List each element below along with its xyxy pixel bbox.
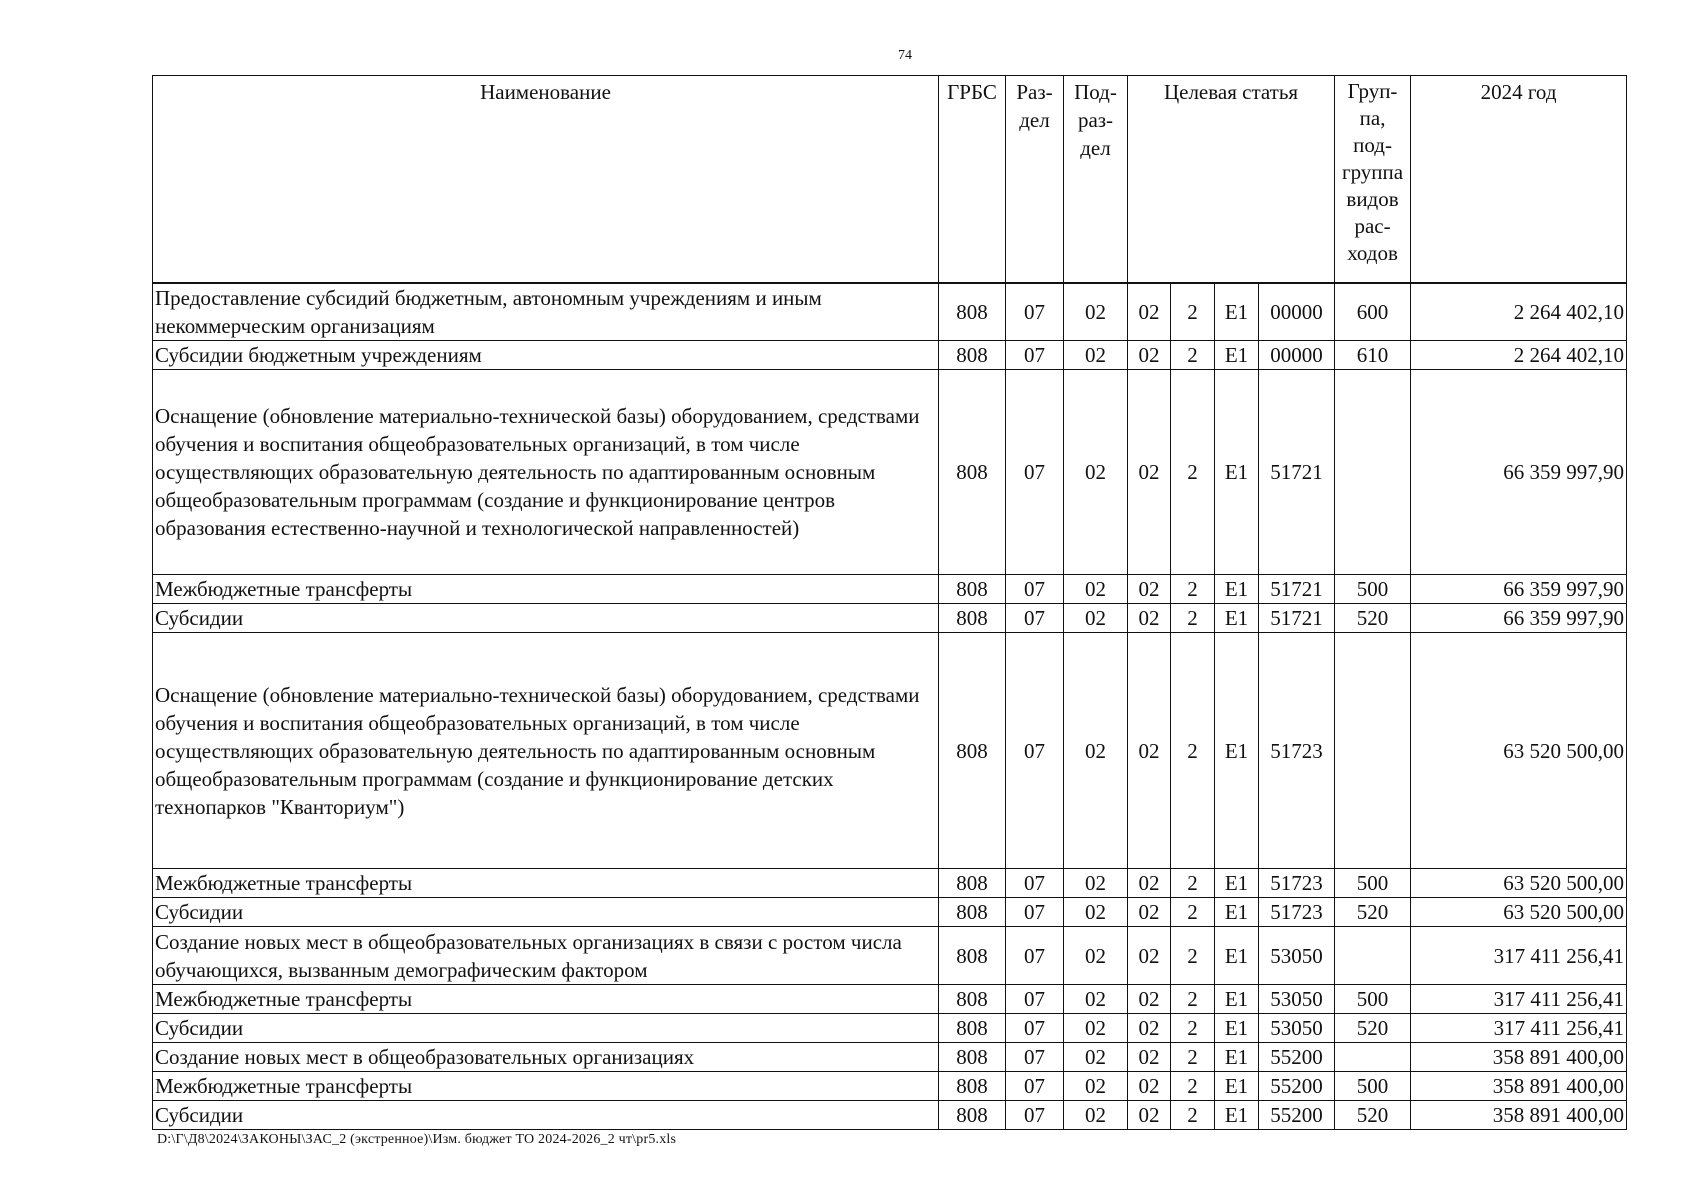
cell-section: 07 [1006, 283, 1064, 341]
table-row [153, 1101, 1627, 1130]
cell-project: E1 [1215, 1101, 1259, 1130]
cell-program: 02 [1128, 898, 1171, 927]
cell-project: E1 [1215, 604, 1259, 633]
table-row [153, 633, 1627, 869]
cell-grbs: 808 [939, 283, 1006, 341]
cell-grbs: 808 [939, 1014, 1006, 1043]
cell-grbs: 808 [939, 927, 1006, 985]
cell-subsection: 02 [1064, 1043, 1128, 1072]
cell-code: 55200 [1259, 1101, 1335, 1130]
budget-table [152, 75, 1627, 1130]
cell-project: E1 [1215, 1014, 1259, 1043]
cell-program: 02 [1128, 604, 1171, 633]
table-row [153, 985, 1627, 1014]
cell-expense-group [1335, 633, 1411, 869]
cell-amount: 63 520 500,00 [1411, 869, 1627, 898]
cell-project: E1 [1215, 341, 1259, 370]
cell-expense-group: 600 [1335, 283, 1411, 341]
cell-grbs: 808 [939, 1072, 1006, 1101]
cell-program: 02 [1128, 1043, 1171, 1072]
cell-subsection: 02 [1064, 1101, 1128, 1130]
cell-subprogram: 2 [1171, 1072, 1215, 1101]
cell-name: Создание новых мест в общеобразовательных организациях в связи с ростом числа обучающихся, вызванным демографическим фактором [153, 927, 939, 985]
cell-name: Межбюджетные трансферты [153, 869, 939, 898]
cell-subprogram: 2 [1171, 1014, 1215, 1043]
cell-project: E1 [1215, 1043, 1259, 1072]
cell-name: Межбюджетные трансферты [153, 985, 939, 1014]
cell-expense-group: 520 [1335, 1101, 1411, 1130]
cell-code: 53050 [1259, 985, 1335, 1014]
cell-program: 02 [1128, 1072, 1171, 1101]
cell-program: 02 [1128, 985, 1171, 1014]
cell-expense-group: 610 [1335, 341, 1411, 370]
cell-section: 07 [1006, 575, 1064, 604]
cell-code: 51721 [1259, 370, 1335, 575]
table-row [153, 927, 1627, 985]
cell-subprogram: 2 [1171, 927, 1215, 985]
cell-subprogram: 2 [1171, 898, 1215, 927]
cell-amount: 317 411 256,41 [1411, 1014, 1627, 1043]
cell-project: E1 [1215, 1072, 1259, 1101]
header-expense-group: Груп- па, под- группа видов рас- ходов [1335, 76, 1411, 283]
cell-section: 07 [1006, 604, 1064, 633]
cell-expense-group: 500 [1335, 1072, 1411, 1101]
cell-expense-group: 520 [1335, 898, 1411, 927]
cell-name: Создание новых мест в общеобразовательных организациях [153, 1043, 939, 1072]
cell-amount: 358 891 400,00 [1411, 1043, 1627, 1072]
cell-code: 53050 [1259, 1014, 1335, 1043]
cell-grbs: 808 [939, 1101, 1006, 1130]
cell-expense-group [1335, 1043, 1411, 1072]
cell-code: 51721 [1259, 575, 1335, 604]
cell-name: Субсидии [153, 898, 939, 927]
cell-grbs: 808 [939, 575, 1006, 604]
header-section: Раз- дел [1006, 76, 1064, 283]
cell-code: 51721 [1259, 604, 1335, 633]
cell-subsection: 02 [1064, 985, 1128, 1014]
cell-project: E1 [1215, 985, 1259, 1014]
cell-program: 02 [1128, 927, 1171, 985]
cell-grbs: 808 [939, 370, 1006, 575]
cell-expense-group [1335, 927, 1411, 985]
cell-program: 02 [1128, 370, 1171, 575]
cell-program: 02 [1128, 575, 1171, 604]
cell-amount: 317 411 256,41 [1411, 927, 1627, 985]
cell-section: 07 [1006, 370, 1064, 575]
header-name: Наименование [153, 76, 939, 283]
cell-grbs: 808 [939, 341, 1006, 370]
cell-project: E1 [1215, 898, 1259, 927]
cell-code: 55200 [1259, 1072, 1335, 1101]
cell-amount: 66 359 997,90 [1411, 604, 1627, 633]
cell-code: 00000 [1259, 341, 1335, 370]
cell-subprogram: 2 [1171, 370, 1215, 575]
cell-amount: 63 520 500,00 [1411, 898, 1627, 927]
footer-file-path: D:\Г\Д8\2024\ЗАКОНЫ\ЗАС_2 (экстренное)\Изм. бюджет ТО 2024-2026_2 чт\pr5.xls [157, 1132, 677, 1147]
cell-section: 07 [1006, 927, 1064, 985]
cell-subprogram: 2 [1171, 575, 1215, 604]
cell-subprogram: 2 [1171, 1043, 1215, 1072]
cell-subsection: 02 [1064, 575, 1128, 604]
cell-project: E1 [1215, 633, 1259, 869]
cell-code: 51723 [1259, 869, 1335, 898]
cell-expense-group: 500 [1335, 985, 1411, 1014]
table-row [153, 604, 1627, 633]
cell-subsection: 02 [1064, 898, 1128, 927]
cell-grbs: 808 [939, 604, 1006, 633]
cell-project: E1 [1215, 869, 1259, 898]
cell-subsection: 02 [1064, 604, 1128, 633]
cell-subprogram: 2 [1171, 283, 1215, 341]
cell-section: 07 [1006, 898, 1064, 927]
table-row [153, 1014, 1627, 1043]
cell-subsection: 02 [1064, 1014, 1128, 1043]
cell-program: 02 [1128, 283, 1171, 341]
cell-code: 51723 [1259, 633, 1335, 869]
table-row [153, 341, 1627, 370]
cell-expense-group: 520 [1335, 1014, 1411, 1043]
header-grbs: ГРБС [939, 76, 1006, 283]
cell-subprogram: 2 [1171, 1101, 1215, 1130]
cell-expense-group: 500 [1335, 869, 1411, 898]
cell-amount: 358 891 400,00 [1411, 1101, 1627, 1130]
cell-section: 07 [1006, 1072, 1064, 1101]
page-number: 74 [898, 48, 912, 63]
header-target-article: Целевая статья [1128, 76, 1335, 283]
cell-code: 00000 [1259, 283, 1335, 341]
cell-amount: 66 359 997,90 [1411, 575, 1627, 604]
cell-name: Межбюджетные трансферты [153, 1072, 939, 1101]
cell-program: 02 [1128, 869, 1171, 898]
cell-section: 07 [1006, 985, 1064, 1014]
cell-code: 51723 [1259, 898, 1335, 927]
cell-subsection: 02 [1064, 370, 1128, 575]
cell-section: 07 [1006, 1101, 1064, 1130]
cell-section: 07 [1006, 341, 1064, 370]
cell-program: 02 [1128, 341, 1171, 370]
cell-subsection: 02 [1064, 341, 1128, 370]
cell-grbs: 808 [939, 869, 1006, 898]
table-row [153, 1043, 1627, 1072]
cell-amount: 63 520 500,00 [1411, 633, 1627, 869]
cell-section: 07 [1006, 1014, 1064, 1043]
table-header-row [153, 76, 1627, 283]
cell-grbs: 808 [939, 985, 1006, 1014]
cell-amount: 66 359 997,90 [1411, 370, 1627, 575]
cell-subsection: 02 [1064, 1072, 1128, 1101]
cell-program: 02 [1128, 633, 1171, 869]
cell-subprogram: 2 [1171, 604, 1215, 633]
table-row [153, 370, 1627, 575]
cell-subsection: 02 [1064, 633, 1128, 869]
header-subsection: Под- раз- дел [1064, 76, 1128, 283]
cell-subsection: 02 [1064, 869, 1128, 898]
cell-subprogram: 2 [1171, 341, 1215, 370]
cell-subprogram: 2 [1171, 869, 1215, 898]
cell-name: Оснащение (обновление материально-технической базы) оборудованием, средствами обучения и воспитания общеобразовательных организаций, в том числе осуществляющих образовательную деятельность по адаптированным основным общеобразовательным программам (создание и функционирование центров образования естественно-научной и технологической направленностей) [153, 370, 939, 575]
cell-section: 07 [1006, 1043, 1064, 1072]
cell-amount: 2 264 402,10 [1411, 283, 1627, 341]
table-row [153, 1072, 1627, 1101]
table-body [153, 283, 1627, 1130]
cell-name: Оснащение (обновление материально-технической базы) оборудованием, средствами обучения и воспитания общеобразовательных организаций, в том числе осуществляющих образовательную деятельность по адаптированным основным общеобразовательным программам (создание и функционирование детских технопарков "Кванториум") [153, 633, 939, 869]
cell-amount: 358 891 400,00 [1411, 1072, 1627, 1101]
cell-project: E1 [1215, 927, 1259, 985]
cell-grbs: 808 [939, 1043, 1006, 1072]
cell-grbs: 808 [939, 633, 1006, 869]
cell-grbs: 808 [939, 898, 1006, 927]
cell-amount: 317 411 256,41 [1411, 985, 1627, 1014]
cell-section: 07 [1006, 869, 1064, 898]
cell-project: E1 [1215, 575, 1259, 604]
cell-expense-group: 520 [1335, 604, 1411, 633]
cell-name: Субсидии [153, 1014, 939, 1043]
cell-subsection: 02 [1064, 283, 1128, 341]
cell-name: Субсидии [153, 604, 939, 633]
table-row [153, 283, 1627, 341]
cell-code: 55200 [1259, 1043, 1335, 1072]
cell-project: E1 [1215, 283, 1259, 341]
table-row [153, 869, 1627, 898]
cell-name: Субсидии [153, 1101, 939, 1130]
cell-program: 02 [1128, 1101, 1171, 1130]
table-row [153, 898, 1627, 927]
cell-amount: 2 264 402,10 [1411, 341, 1627, 370]
cell-subprogram: 2 [1171, 633, 1215, 869]
cell-name: Межбюджетные трансферты [153, 575, 939, 604]
cell-section: 07 [1006, 633, 1064, 869]
cell-subsection: 02 [1064, 927, 1128, 985]
header-year: 2024 год [1411, 76, 1627, 283]
cell-name: Предоставление субсидий бюджетным, автономным учреждениям и иным некоммерческим организациям [153, 283, 939, 341]
cell-expense-group: 500 [1335, 575, 1411, 604]
cell-program: 02 [1128, 1014, 1171, 1043]
cell-expense-group [1335, 370, 1411, 575]
cell-code: 53050 [1259, 927, 1335, 985]
cell-subprogram: 2 [1171, 985, 1215, 1014]
cell-name: Субсидии бюджетным учреждениям [153, 341, 939, 370]
table-row [153, 575, 1627, 604]
cell-project: E1 [1215, 370, 1259, 575]
